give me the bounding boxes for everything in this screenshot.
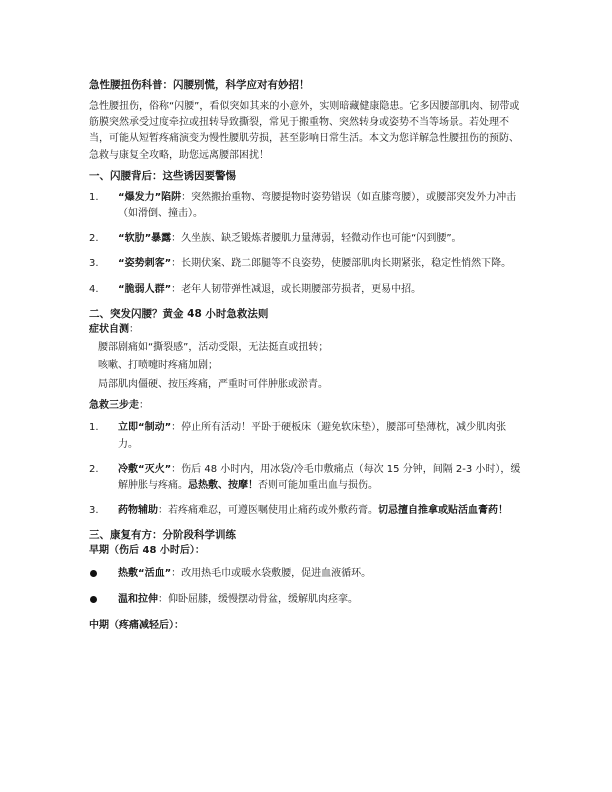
- intro-paragraph: 急性腰扭伤，俗称“闪腰”，看似突如其来的小意外，实则暗藏健康隐患。它多因腰部肌肉、韧带或筋膜突然承受过度牵拉或扭转导致撕裂，常见于搬重物、突然转身或姿势不当等场景。若处理不当，可能从短暂疼痛演变为慢性腰肌劳损，甚至影响日常生活。本文为您详解急性腰扭伤的预防、急救与康复全攻略，助您远离腰部困扰！: [89, 101, 520, 161]
- item-text: ：伤后 48 小时内，用冰袋/冷毛巾敷痛点（每次 15 分钟，间隔 2-3 小时），缓解肿胀与疼痛。: [118, 463, 521, 491]
- item-warning: 忌热敷、按摩！: [188, 479, 258, 491]
- list-number: 3.: [89, 258, 99, 270]
- bullet-item: [89, 566, 521, 582]
- item-text: ：若疼痛难忍，可遵医嘱使用止痛药或外敷药膏。: [158, 505, 378, 517]
- list-item: [89, 420, 521, 452]
- list-number: 1.: [89, 422, 99, 434]
- document-title: 急性腰扭伤科普：闪腰别慌，科学应对有妙招！: [89, 79, 310, 91]
- first-aid-steps: [89, 420, 521, 519]
- symptoms-label: 症状自测: [89, 323, 129, 335]
- steps-colon: ：: [139, 400, 149, 412]
- early-stage-list: [89, 566, 521, 608]
- symptom-item: 咳嗽、打喷嚏时疼痛加剧；: [98, 360, 218, 372]
- symptom-item: 局部肌肉僵硬、按压疼痛，严重时可伴肿胀或淤青。: [98, 378, 328, 390]
- bullet-icon: [90, 570, 97, 577]
- bullet-icon: [90, 596, 97, 603]
- list-number: 2.: [89, 233, 99, 245]
- list-number: 2.: [89, 463, 99, 475]
- item-text: ：突然搬抬重物、弯腰提物时姿势错误（如直膝弯腰），或腰部突发外力冲击（如滑倒、撞击）。: [118, 191, 517, 220]
- section-2-heading: 二、突发闪腰？黄金 48 小时急救法则: [89, 307, 269, 320]
- item-warning: 切忌擅自推拿或贴活血膏药！: [378, 505, 508, 517]
- list-item: [89, 231, 521, 247]
- item-text: ：久坐族、缺乏锻炼者腰肌力量薄弱，轻微动作也可能“闪到腰”。: [171, 233, 462, 245]
- symptom-item: 腰部剧痛如“撕裂感”，活动受限，无法挺直或扭转；: [98, 341, 329, 353]
- symptom-list: [98, 339, 521, 395]
- item-lead: 药物辅助: [118, 505, 158, 517]
- item-tail: 否则可能加重出血与损伤。: [258, 479, 378, 491]
- item-lead: “脆弱人群”: [118, 283, 172, 295]
- steps-label: 急救三步走: [89, 400, 139, 412]
- list-number: 3.: [89, 505, 99, 517]
- list-item: [89, 503, 521, 519]
- item-lead: 冷敷“灭火”: [118, 463, 172, 475]
- item-text: ：老年人韧带弹性减退，或长期腰部劳损者，更易中招。: [171, 283, 422, 295]
- steps-label-line: [89, 398, 521, 413]
- item-lead: 热敷“活血”: [118, 568, 172, 580]
- document-page: [89, 78, 521, 635]
- list-item: [89, 462, 521, 494]
- item-lead: “爆发力”陷阱: [118, 191, 182, 203]
- symptoms-colon: ：: [129, 323, 139, 335]
- bullet-item: [89, 592, 521, 608]
- mid-stage-label: 中期（疼痛减轻后）：: [89, 620, 184, 632]
- item-lead: 立即“制动”: [118, 422, 172, 434]
- cause-list: [89, 190, 521, 298]
- item-text: ：改用热毛巾或暖水袋敷腰，促进血液循环。: [171, 568, 372, 580]
- section-3-heading: 三、康复有方：分阶段科学训练: [89, 529, 236, 542]
- early-stage-label: 早期（伤后 48 小时后）：: [89, 545, 205, 557]
- list-item: [89, 282, 521, 298]
- list-number: 4.: [89, 283, 99, 295]
- section-1-heading: 一、闪腰背后：这些诱因要警惕: [89, 169, 236, 182]
- list-item: [89, 256, 521, 272]
- item-lead: “软肋”暴露: [118, 233, 172, 245]
- item-text: ：仰卧屈膝，缓慢摆动骨盆，缓解肌肉痉挛。: [158, 594, 358, 606]
- list-item: [89, 190, 521, 222]
- item-lead: 温和拉伸: [118, 594, 158, 606]
- item-text: ：停止所有活动！平卧于硬板床（避免软床垫），腰部可垫薄枕，减少肌肉张力。: [118, 422, 507, 450]
- list-number: 1.: [89, 191, 99, 203]
- item-lead: “姿势刺客”: [118, 258, 172, 270]
- item-text: ：长期伏案、跷二郎腿等不良姿势，使腰部肌肉长期紧张，稳定性悄然下降。: [171, 258, 512, 270]
- symptoms-label-line: [89, 322, 521, 337]
